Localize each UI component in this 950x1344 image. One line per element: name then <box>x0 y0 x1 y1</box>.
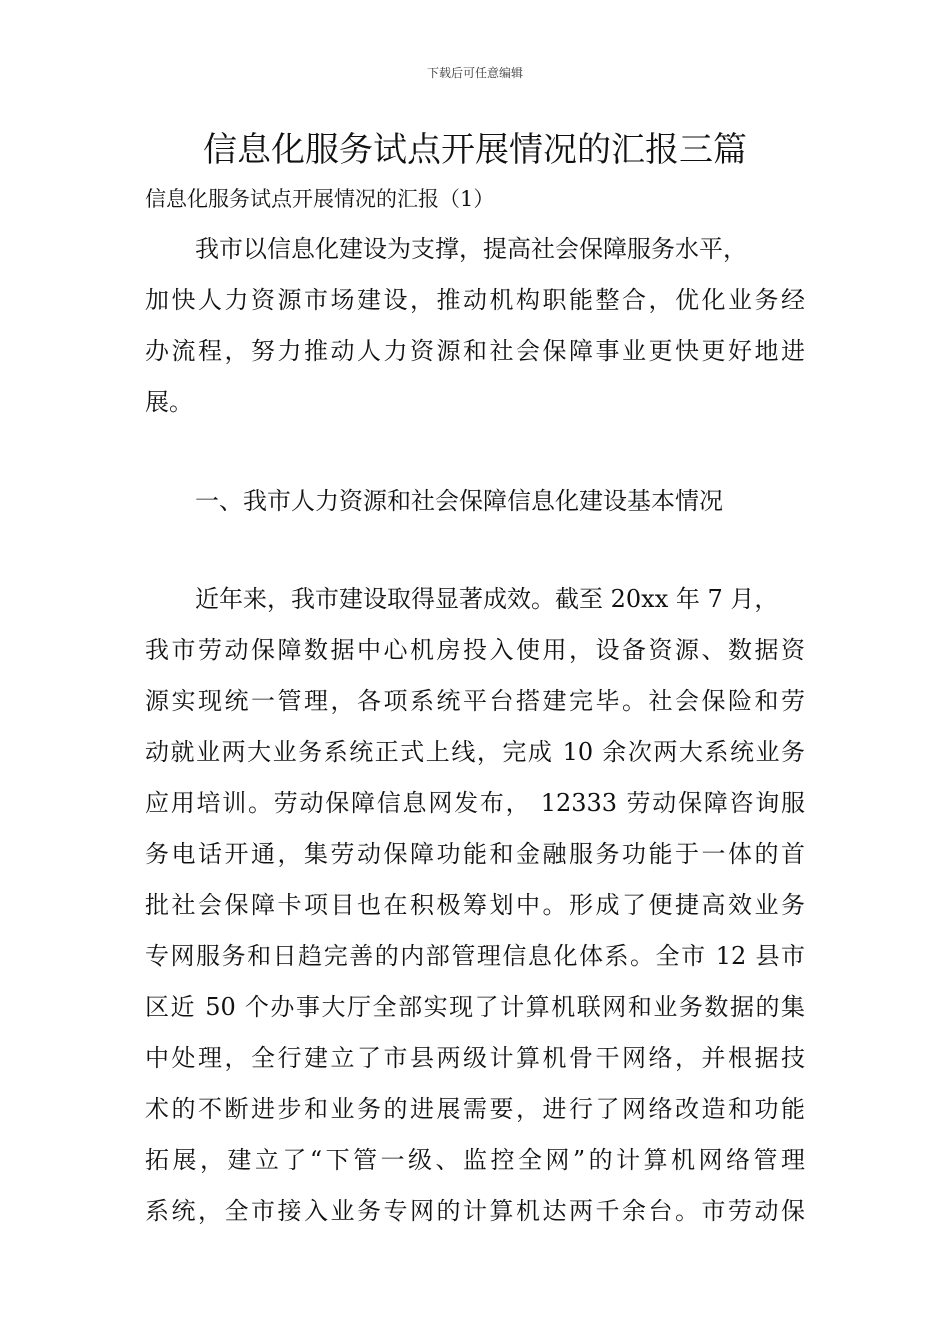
intro-line: 办流程，努力推动人力资源和社会保障事业更快更好地进 <box>145 337 805 365</box>
body-line: 源实现统一管理，各项系统平台搭建完毕。社会保险和劳 <box>145 687 805 715</box>
body-line: 近年来，我市建设取得显著成效。截至 20xx 年 7 月， <box>195 585 779 613</box>
intro-line: 加快人力资源市场建设，推动机构职能整合，优化业务经 <box>145 286 805 314</box>
body-line: 术的不断进步和业务的进展需要，进行了网络改造和功能 <box>145 1095 805 1123</box>
document-subtitle: 信息化服务试点开展情况的汇报（1） <box>145 187 495 211</box>
body-line: 务电话开通，集劳动保障功能和金融服务功能于一体的首 <box>145 840 805 868</box>
body-line: 中处理，全行建立了市县两级计算机骨干网络，并根据技 <box>145 1044 805 1072</box>
body-line: 我市劳动保障数据中心机房投入使用，设备资源、数据资 <box>145 636 805 664</box>
body-line: 拓展，建立了“下管一级、监控全网”的计算机网络管理 <box>145 1146 805 1174</box>
intro-line: 展。 <box>145 388 193 416</box>
body-paragraph <box>145 574 805 1237</box>
body-line: 动就业两大业务系统正式上线，完成 10 余次两大系统业务 <box>145 738 805 766</box>
body-line: 区近 50 个办事大厅全部实现了计算机联网和业务数据的集 <box>145 993 805 1021</box>
body-line: 批社会保障卡项目也在积极筹划中。形成了便捷高效业务 <box>145 891 805 919</box>
section-heading: 一、我市人力资源和社会保障信息化建设基本情况 <box>195 487 723 515</box>
document-title: 信息化服务试点开展情况的汇报三篇 <box>203 130 747 170</box>
body-line: 专网服务和日趋完善的内部管理信息化体系。全市 12 县市 <box>145 942 805 970</box>
intro-paragraph <box>145 224 805 428</box>
body-line: 系统，全市接入业务专网的计算机达两千余台。市劳动保 <box>145 1197 805 1225</box>
header-note: 下载后可任意编辑 <box>426 66 523 80</box>
body-line: 应用培训。劳动保障信息网发布， 12333 劳动保障咨询服 <box>145 789 805 817</box>
intro-line: 我市以信息化建设为支撑，提高社会保障服务水平， <box>195 235 747 263</box>
